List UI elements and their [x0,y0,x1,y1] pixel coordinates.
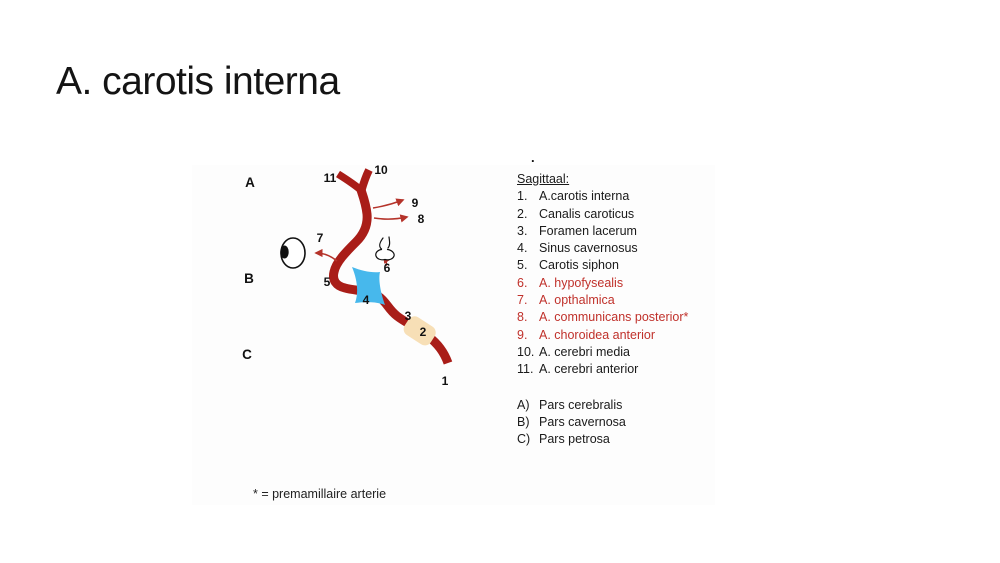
label-6: 6 [383,261,391,275]
label-2: 2 [419,325,427,339]
parts-list [517,397,727,449]
diagram-region-labels [242,175,255,362]
item-label: A. cerebri media [539,344,631,359]
list-item [517,275,727,292]
label-5: 5 [323,275,331,289]
item-label: Canalis caroticus [539,206,635,221]
item-label: A. opthalmica [539,293,615,308]
list-item [517,344,727,361]
label-pars-c: C [242,347,252,362]
legend-list [517,171,727,448]
arrow-to-8 [374,217,407,219]
list-item [517,361,727,378]
item-label: Sinus cavernosus [539,241,638,256]
item-number: 9. [517,327,528,342]
label-3: 3 [404,309,412,323]
item-label: A. cerebri anterior [539,362,639,377]
item-label: A. hypofysealis [539,275,624,290]
label-pars-a: A [245,175,255,190]
page-title: A. carotis interna [56,60,340,103]
item-number: 2. [517,206,528,221]
label-1: 1 [441,374,449,388]
list-item [517,309,727,326]
list-item [517,206,727,223]
item-number: 4. [517,241,528,256]
item-number: 8. [517,310,528,325]
item-number: 10. [517,344,535,359]
item-label: A. communicans posterior* [539,310,689,325]
arrow-to-9 [373,200,403,208]
list-item [517,240,727,257]
item-number: 11. [517,362,534,377]
artery-branch-cerebri-anterior [338,174,362,191]
item-label: Pars petrosa [539,432,610,447]
legend-heading: Sagittaal: [517,172,570,186]
label-4: 4 [362,293,370,307]
item-number: 7. [517,293,528,308]
footnote: * = premamillaire arterie [253,487,387,501]
label-pars-b: B [244,271,254,286]
list-item [517,431,727,448]
item-label: Foramen lacerum [539,223,637,238]
item-number: 5. [517,258,528,273]
list-item [517,257,727,274]
label-8: 8 [417,212,425,226]
item-number: 3. [517,223,528,238]
label-11: 11 [323,171,337,185]
item-label: Carotis siphon [539,258,619,273]
item-number: A) [517,397,530,412]
item-number: 1. [517,189,528,204]
item-number: C) [517,432,531,447]
stray-dot: . [531,150,535,165]
item-number: 6. [517,275,528,290]
list-item [517,188,727,205]
item-label: Pars cerebralis [539,397,623,412]
label-9: 9 [411,196,419,210]
item-label: Pars cavernosa [539,414,626,429]
list-item [517,327,727,344]
item-number: B) [517,414,530,429]
label-7: 7 [316,231,324,245]
label-10: 10 [374,163,388,177]
arrow-to-eye [316,253,337,261]
eye-icon [280,238,305,268]
list-item [517,414,727,431]
list-item [517,397,727,414]
item-label: A. choroidea anterior [539,327,656,342]
list-item [517,223,727,240]
hypophysis-icon [376,237,394,260]
list-item [517,292,727,309]
item-label: A.carotis interna [539,189,630,204]
